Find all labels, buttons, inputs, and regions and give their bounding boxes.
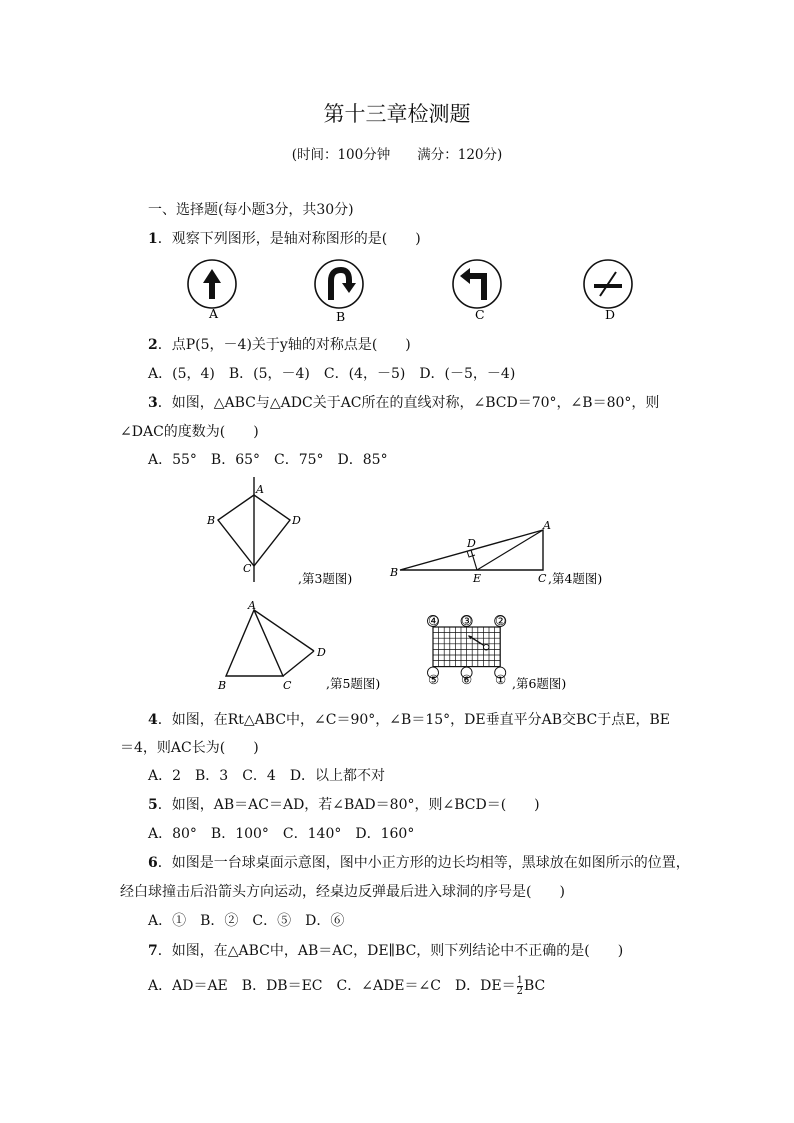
figure-caption: ,第5题图)	[326, 676, 381, 691]
figure-caption: ,第3题图)	[298, 571, 353, 586]
pocket-label: ②	[495, 613, 507, 628]
question-number: 4	[148, 712, 158, 728]
option-label: D	[605, 307, 616, 322]
option-label: B	[336, 309, 346, 324]
options-6: A．① B．② C．⑤ D．⑥	[148, 913, 345, 929]
pocket-label: ⑥	[461, 672, 473, 687]
question-7	[148, 940, 623, 960]
question-number: 5	[148, 797, 158, 813]
question-text: ．如图，在△ABC中，AB＝AC，DE∥BC，则下列结论中不正确的是( )	[157, 943, 624, 959]
section-heading: 一、选择题(每小题3分，共30分)	[148, 202, 354, 218]
point-label: D	[292, 514, 301, 527]
question-4-cont: ＝4，则AC长为( )	[120, 740, 259, 756]
point-label: D	[467, 537, 476, 550]
pocket-label: ⑤	[428, 672, 440, 687]
exam-info: (时间：100分钟 满分：120分)	[291, 147, 503, 163]
pocket-label: ①	[495, 672, 507, 687]
figure-5	[217, 599, 380, 692]
page-title: 第十三章检测题	[323, 102, 471, 126]
options-text: A．AD＝AE B．DB＝EC C．∠ADE＝∠C D．DE＝	[148, 978, 516, 994]
options-5: A．80° B．100° C．140° D．160°	[148, 826, 415, 842]
point-label: A	[256, 483, 264, 496]
question-number: 3	[148, 395, 158, 411]
question-3-cont: ∠DAC的度数为( )	[120, 424, 259, 440]
fraction	[517, 976, 523, 997]
figure-caption: ,第6题图)	[512, 676, 567, 691]
question-text: ．如图，在Rt△ABC中，∠C＝90°，∠B＝15°，DE垂直平分AB交BC于点E，BE	[157, 712, 670, 728]
point-label: C	[243, 562, 252, 575]
figure-4	[389, 519, 602, 586]
options-2: A．(5，4) B．(5，－4) C．(4，－5) D．(－5，－4)	[148, 366, 516, 382]
options-7	[148, 975, 545, 997]
point-label: A	[543, 519, 551, 532]
fraction-numerator: 1	[516, 974, 523, 986]
point-label: B	[207, 514, 216, 527]
question-text: ．点P(5，－4)关于y轴的对称点是( )	[157, 337, 411, 353]
point-label: A	[248, 599, 256, 612]
question-number: 1	[148, 231, 158, 247]
figure-caption: ,第4题图)	[548, 571, 603, 586]
fraction-denominator: 2	[516, 985, 523, 997]
question-4	[148, 709, 670, 729]
question-6-cont: 经白球撞击后沿箭头方向运动，经桌边反弹最后进入球洞的序号是( )	[120, 884, 565, 900]
question-text: ．观察下列图形，是轴对称图形的是( )	[157, 231, 421, 247]
figure-6-labels	[428, 613, 566, 691]
point-label: E	[473, 572, 482, 585]
point-label: D	[317, 646, 326, 659]
question-text: ．如图是一台球桌面示意图，图中小正方形的边长均相等，黑球放在如图所示的位置，	[157, 855, 690, 871]
question-number: 7	[148, 943, 158, 959]
question-text: ．如图，△ABC与△ADC关于AC所在的直线对称，∠BCD＝70°，∠B＝80°，则	[157, 395, 660, 411]
question-5	[148, 794, 540, 814]
figure-3	[206, 477, 352, 586]
point-label: C	[538, 572, 547, 585]
option-label: C	[475, 307, 485, 322]
point-label: B	[390, 566, 399, 579]
question-number: 2	[148, 337, 158, 353]
question-6	[148, 852, 690, 872]
option-label: A	[209, 306, 219, 321]
options-3: A．55° B．65° C．75° D．85°	[148, 452, 388, 468]
question-number: 6	[148, 855, 158, 871]
pocket-label: ④	[428, 613, 440, 628]
options-text-end: BC	[524, 978, 546, 994]
options-4: A．2 B．3 C．4 D．以上都不对	[148, 768, 386, 784]
question-text: ．如图，AB＝AC＝AD，若∠BAD＝80°，则∠BCD＝( )	[157, 797, 540, 813]
point-label: B	[218, 679, 227, 692]
point-label: C	[283, 679, 292, 692]
pocket-label: ③	[461, 613, 473, 628]
